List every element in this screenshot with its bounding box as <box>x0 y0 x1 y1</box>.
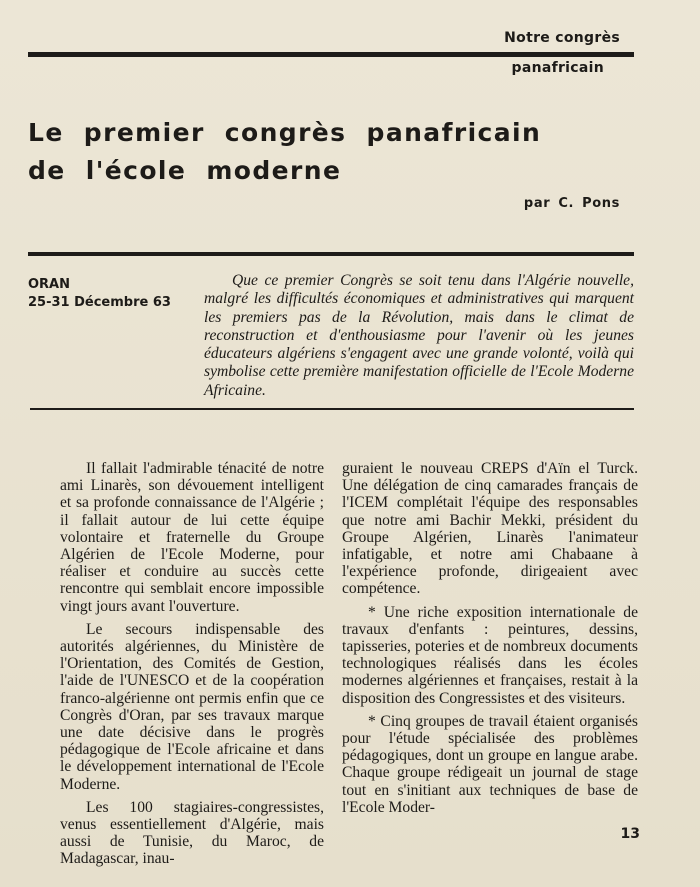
author-byline: par C. Pons <box>523 196 620 211</box>
paragraph: Les 100 stagiaires-congressistes, venus essentiellement d'Algérie, mais aussi de Tunisie, du Maroc, de Madagascar, inau- <box>60 798 324 868</box>
title-line-2: de l'école moderne <box>28 156 342 185</box>
paragraph: Il fallait l'admirable ténacité de notre ami Linarès, son dévouement intelligent et sa profonde connaissance de l'Algérie ; il fallait autour de lui cette équipe volontaire et fraternelle du Groupe Algérien de l'Ecole Moderne, pour réaliser et conduire au succès cette rencontre qui semblait encore impossible vingt jours avant l'ouverture. <box>60 460 324 615</box>
header-rule <box>28 52 634 57</box>
right-column <box>342 460 638 822</box>
article-title <box>28 114 628 190</box>
left-column <box>60 460 324 874</box>
section-label: Notre congrès <box>504 30 620 46</box>
section-label-2: panafricain <box>511 60 604 76</box>
page-number: 13 <box>620 826 640 842</box>
paragraph: * Cinq groupes de travail étaient organisés pour l'étude spécialisée des problèmes pédagogiques, dont un groupe en langue arabe. Chaque groupe rédigeait un journal de stage tout en s'initiant aux techniques de base de l'Ecole Moder- <box>342 712 638 816</box>
intro-paragraph: Que ce premier Congrès se soit tenu dans l'Algérie nouvelle, malgré les difficultés économiques et administratives qui marquent les premiers pas de la Révolution, mais dans le climat de reconstruction et d'enthousiasme pour l'avenir où les jeunes éducateurs algériens s'engagent avec une grande volonté, voilà qui symbolise cette première manifestation officielle de l'Ecole Moderne Africaine. <box>204 272 634 399</box>
paragraph: Le secours indispensable des autorités algériennes, du Ministère de l'Orientation, des Comités de Gestion, l'aide de l'UNESCO et de la coopération franco-algérienne ont permis enfin que ce Congrès d'Oran, par ses travaux marque une date décisive dans le progrès pédagogique de l'Ecole africaine et dans le développement international de l'Ecole Moderne. <box>60 620 324 793</box>
dateline-dates: 25-31 Décembre 63 <box>28 295 171 310</box>
dateline-city: ORAN <box>28 277 71 292</box>
dateline <box>28 276 171 312</box>
title-line-1: Le premier congrès panafricain <box>28 118 542 147</box>
intro-rule <box>30 408 634 410</box>
paragraph: guraient le nouveau CREPS d'Aïn el Turck. Une délégation de cinq camarades français de l'ICEM complétait l'équipe des responsables que notre ami Bachir Mekki, président du Groupe Algérien, Linarès l'animateur infatigable, et notre ami Chabaane à l'expérience profonde, dirigeaient avec compétence. <box>342 460 638 598</box>
title-rule <box>28 252 634 256</box>
paragraph: * Une riche exposition internationale de travaux d'enfants : peintures, dessins, tapisseries, poteries et de nombreux documents technologiques réalisés dans les écoles modernes algériennes et françaises, restait à la disposition des Congressistes et des visiteurs. <box>342 603 638 707</box>
